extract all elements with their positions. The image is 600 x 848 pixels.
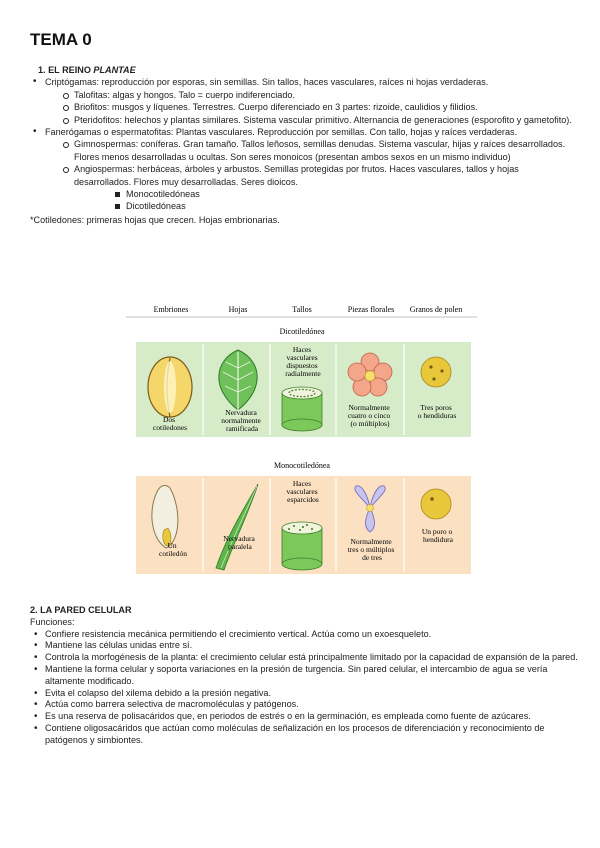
header-stems: Tallos xyxy=(292,305,312,314)
label-line: de tres xyxy=(362,553,382,562)
header-pollen: Granos de polen xyxy=(409,305,463,314)
dicot-flower-label xyxy=(348,403,392,428)
label-line: vasculares xyxy=(286,353,318,362)
list-item: Dicotiledóneas xyxy=(74,200,578,212)
list-item: • Mantiene las células unidas entre sí. xyxy=(30,640,580,652)
dicot-embryo-illustration xyxy=(148,357,192,417)
label-line: paralela xyxy=(228,542,252,551)
list-item: Pteridofitos: helechos y plantas similares. Sistema vascular primitivo. Alternancia de generaciones (esporofito y gametofito). xyxy=(45,114,578,126)
monocot-dicot-figure xyxy=(126,298,477,581)
label-line: cuatro o cinco xyxy=(347,411,391,420)
dicot-title: Dicotiledónea xyxy=(279,327,325,336)
label-line: Un xyxy=(167,541,177,550)
label-line: cotiledones xyxy=(152,423,188,432)
list-item: Gimnospermas: coníferas. Gran tamaño. Tallos leñosos, semillas denudas. Sistema vascular, hijas y raíces desarrollados. Flores menos desarrolladas u ocultas. Son seres monoicos (presentan ambos sexos en un mismo individuo) xyxy=(45,138,578,163)
section-plant-kingdom xyxy=(30,64,578,226)
phanerogams-text: Fanerógamas o espermatofitas: Plantas vasculares. Reproducción por semillas. Con tallo, hojas y raíces verdaderas. xyxy=(45,127,518,138)
label-line: Un poro o xyxy=(421,527,453,536)
list-item xyxy=(45,163,578,213)
label-line: Dos xyxy=(163,415,176,424)
section-cell-wall xyxy=(30,605,580,747)
monocot-pollen-label xyxy=(422,527,454,544)
dicot-pollen-label xyxy=(418,403,457,420)
label-line: Normalmente xyxy=(350,537,392,546)
list-item: Talofitas: algas y hongos. Talo = cuerpo indiferenciado. xyxy=(45,89,578,101)
label-line: (o múltiplos) xyxy=(350,419,390,428)
label-line: esparcidos xyxy=(287,495,319,504)
label-line: dispuestos xyxy=(286,361,318,370)
label-line: normalmente xyxy=(221,416,261,425)
label-line: ramificada xyxy=(225,424,259,433)
label-line: Tres poros xyxy=(420,403,452,412)
label-line: tres o múltiplos xyxy=(347,545,395,554)
list-item: • Confiere resistencia mecánica permitiendo el crecimiento vertical. Actúa como un exoesqueleto. xyxy=(30,629,580,641)
list-item xyxy=(30,126,578,213)
label-line: Normalmente xyxy=(348,403,390,412)
header-leaves: Hojas xyxy=(228,305,248,314)
angiosperms-text: Angiospermas: herbáceas, árboles y arbustos. Semillas protegidas por frutos. Haces vasculares, tallos y hojas desarrollados. Flores muy desarrolladas. Seres dioicos. xyxy=(74,164,519,187)
cryptogams-text: Criptógamas: reproducción por esporas, sin semillas. Sin tallos, haces vasculares, raíces ni hojas verdaderas. xyxy=(45,77,489,88)
list-item xyxy=(30,76,578,126)
monocot-stem-illustration xyxy=(282,522,322,570)
monocot-leaf-label xyxy=(223,534,257,551)
header-floral-parts: Piezas florales xyxy=(347,305,395,314)
list-item: • Actúa como barrera selectiva de macromoléculas y patógenos. xyxy=(30,699,580,711)
list-item: Monocotiledóneas xyxy=(74,188,578,200)
label-line: cotiledón xyxy=(159,549,187,558)
label-line: Nervadura xyxy=(223,534,255,543)
cotyledon-note: *Cotiledones: primeras hojas que crecen. Hojas embrionarias. xyxy=(30,214,280,225)
list-item: Briofitos: musgos y líquenes. Terrestres. Cuerpo diferenciado en 3 partes: rizoide, caulidios y filidios. xyxy=(45,101,578,113)
label-line: Haces xyxy=(292,479,312,488)
functions-label: Funciones: xyxy=(30,616,75,627)
section-heading-1 xyxy=(30,64,578,76)
monocot-pollen-illustration xyxy=(421,489,451,519)
section-heading-2: 2. LA PARED CELULAR xyxy=(30,605,132,615)
page-title: TEMA 0 xyxy=(30,30,92,49)
cell-wall-functions-list xyxy=(30,629,580,747)
list-item: • Contiene oligosacáridos que actúan como moléculas de señalización en los procesos de diferenciación y reconocimiento de patógenos y simbiontes. xyxy=(30,723,580,747)
dicot-leaf-label xyxy=(221,408,262,433)
dicot-pollen-illustration xyxy=(421,357,451,387)
cryptogams-sublist xyxy=(45,89,578,126)
header-embryos: Embriones xyxy=(153,305,189,314)
heading-italic-text: PLANTAE xyxy=(93,65,136,75)
list-item: • Evita el colapso del xilema debido a la presión negativa. xyxy=(30,688,580,700)
heading-text: 1. EL REINO xyxy=(38,65,94,75)
label-line: radialmente xyxy=(285,369,321,378)
dicot-stem-illustration xyxy=(282,387,322,431)
label-line: Haces xyxy=(292,345,312,354)
phanerogams-sublist xyxy=(45,138,578,212)
plant-groups-list xyxy=(30,76,578,212)
list-item: • Controla la morfogénesis de la planta: el crecimiento celular está principalmente limitado por la capacidad de expansión de la pared. xyxy=(30,652,580,664)
angiosperms-sublist xyxy=(74,188,578,213)
label-line: Nervadura xyxy=(225,408,257,417)
label-line: o hendiduras xyxy=(417,411,457,420)
monocot-title: Monocotiledónea xyxy=(274,461,330,470)
list-item: • Es una reserva de polisacáridos que, en periodos de estrés o en la germinación, es empleada como fuente de azúcares. xyxy=(30,711,580,723)
list-item: • Mantiene la forma celular y soporta variaciones en la presión de turgencia. Sin pared celular, el intercambio de agua se vería altamente modificado. xyxy=(30,664,580,688)
label-line: hendidura xyxy=(423,535,453,544)
label-line: vasculares xyxy=(286,487,318,496)
